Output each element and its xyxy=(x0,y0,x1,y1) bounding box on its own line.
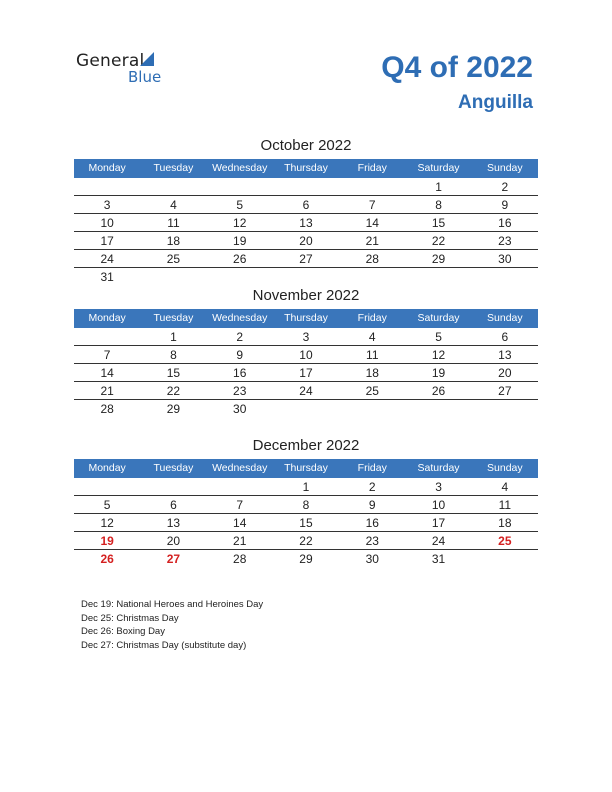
day-cell: 15 xyxy=(431,216,446,230)
weekday-label: Monday xyxy=(88,312,126,324)
week-row xyxy=(74,514,538,532)
weekday-header xyxy=(74,159,538,178)
logo-triangle-icon xyxy=(140,52,154,66)
day-cell: 18 xyxy=(365,366,379,380)
month-title: December 2022 xyxy=(252,437,360,454)
day-cell: 7 xyxy=(103,348,111,362)
week-row xyxy=(74,478,538,496)
logo-general-text: General xyxy=(76,51,145,71)
weekday-label: Monday xyxy=(88,462,126,474)
day-cell: 10 xyxy=(299,348,313,362)
day-cell: 31 xyxy=(431,552,446,566)
day-cell: 27 xyxy=(299,252,313,266)
day-cell: 15 xyxy=(166,366,181,380)
weekday-label: Wednesday xyxy=(212,462,268,474)
day-cell: 12 xyxy=(233,216,247,230)
week-row xyxy=(74,382,538,400)
empty-day-cell xyxy=(339,178,405,195)
weekday-label: Friday xyxy=(357,462,387,474)
weekday-label: Wednesday xyxy=(212,162,268,174)
day-cell: 23 xyxy=(233,384,247,398)
week-row xyxy=(74,268,538,285)
day-cell: 17 xyxy=(299,366,313,380)
day-cell: 13 xyxy=(498,348,512,362)
day-cell: 2 xyxy=(501,180,509,194)
day-cell: 24 xyxy=(299,384,313,398)
holiday-note: Dec 19: National Heroes and Heroines Day xyxy=(81,599,264,610)
empty-day-cell xyxy=(140,478,206,495)
week-row xyxy=(74,496,538,514)
empty-day-cell xyxy=(339,268,405,285)
day-cell: 21 xyxy=(365,234,379,248)
empty-day-cell xyxy=(472,550,538,567)
day-cell: 3 xyxy=(103,198,111,212)
empty-day-cell xyxy=(405,268,471,285)
day-cell: 23 xyxy=(498,234,512,248)
day-cell: 4 xyxy=(501,480,509,494)
week-row xyxy=(74,364,538,382)
weekday-label: Thursday xyxy=(284,162,328,174)
day-cell: 11 xyxy=(366,348,379,362)
day-cell: 26 xyxy=(431,384,446,398)
week-row xyxy=(74,196,538,214)
day-cell: 10 xyxy=(100,216,114,230)
day-cell: 1 xyxy=(170,330,177,344)
day-cell: 5 xyxy=(435,330,442,344)
day-cell: 28 xyxy=(365,252,379,266)
weekday-label: Tuesday xyxy=(153,312,194,324)
day-cell: 13 xyxy=(299,216,313,230)
empty-day-cell xyxy=(207,478,273,495)
day-cell: 14 xyxy=(233,516,247,530)
empty-day-cell xyxy=(273,400,339,417)
weekday-header xyxy=(74,459,538,478)
day-cell: 7 xyxy=(368,198,376,212)
day-cell: 3 xyxy=(435,480,442,494)
day-cell: 6 xyxy=(302,198,310,212)
day-cell: 28 xyxy=(233,552,247,566)
day-cell: 16 xyxy=(233,366,247,380)
day-cell: 10 xyxy=(431,498,446,512)
weekday-label: Monday xyxy=(88,162,126,174)
empty-day-cell xyxy=(140,268,206,285)
day-cell: 30 xyxy=(233,402,247,416)
day-cell: 24 xyxy=(100,252,114,266)
day-cell: 27 xyxy=(498,384,512,398)
day-cell: 30 xyxy=(498,252,512,266)
day-cell: 21 xyxy=(100,384,114,398)
day-cell: 20 xyxy=(299,234,313,248)
day-cell: 4 xyxy=(368,330,376,344)
day-cell: 16 xyxy=(498,216,512,230)
page-title: Q4 of 2022 xyxy=(381,51,533,84)
day-cell: 2 xyxy=(236,330,244,344)
day-cell: 17 xyxy=(431,516,446,530)
week-row xyxy=(74,532,538,550)
weekday-label: Saturday xyxy=(417,462,460,474)
empty-day-cell xyxy=(74,328,140,345)
day-cell: 9 xyxy=(236,348,244,362)
empty-day-cell xyxy=(472,268,538,285)
week-row xyxy=(74,550,538,567)
day-cell: 16 xyxy=(365,516,379,530)
day-cell: 20 xyxy=(498,366,512,380)
empty-day-cell xyxy=(74,178,140,195)
day-cell: 18 xyxy=(166,234,181,248)
day-cell: 14 xyxy=(365,216,379,230)
week-row xyxy=(74,178,538,196)
day-cell: 29 xyxy=(431,252,446,266)
week-row xyxy=(74,250,538,268)
day-cell: 25 xyxy=(365,384,379,398)
day-cell: 5 xyxy=(103,498,111,512)
day-cell: 28 xyxy=(100,402,114,416)
week-row xyxy=(74,400,538,417)
day-cell: 23 xyxy=(365,534,379,548)
day-cell: 1 xyxy=(435,180,442,194)
weekday-label: Friday xyxy=(357,312,387,324)
day-cell: 18 xyxy=(498,516,512,530)
day-cell: 25 xyxy=(498,534,512,548)
day-cell: 6 xyxy=(170,498,177,512)
day-cell: 21 xyxy=(233,534,247,548)
day-cell: 11 xyxy=(167,216,180,230)
day-cell: 8 xyxy=(435,198,442,212)
week-row xyxy=(74,346,538,364)
day-cell: 7 xyxy=(236,498,244,512)
weekday-label: Saturday xyxy=(417,312,460,324)
day-cell: 5 xyxy=(236,198,244,212)
day-cell: 4 xyxy=(170,198,177,212)
day-cell: 22 xyxy=(166,384,181,398)
weekday-label: Tuesday xyxy=(153,462,194,474)
day-cell: 12 xyxy=(431,348,446,362)
day-cell: 1 xyxy=(302,480,310,494)
week-row xyxy=(74,232,538,250)
empty-day-cell xyxy=(339,400,405,417)
weekday-label: Thursday xyxy=(284,462,328,474)
holiday-note: Dec 25: Christmas Day xyxy=(81,612,179,624)
day-cell: 2 xyxy=(368,480,376,494)
day-cell: 22 xyxy=(431,234,446,248)
empty-day-cell xyxy=(273,178,339,195)
empty-day-cell xyxy=(472,400,538,417)
empty-day-cell xyxy=(207,178,273,195)
month-title: November 2022 xyxy=(252,287,360,304)
weekday-header xyxy=(74,309,538,328)
holiday-notes xyxy=(81,598,263,652)
logo xyxy=(76,51,162,86)
day-cell: 9 xyxy=(501,198,509,212)
week-row xyxy=(74,214,538,232)
empty-day-cell xyxy=(74,478,140,495)
day-cell: 26 xyxy=(100,552,114,566)
day-cell: 12 xyxy=(100,516,114,530)
weekday-label: Thursday xyxy=(284,312,328,324)
month-calendar xyxy=(74,137,538,285)
day-cell: 14 xyxy=(100,366,114,380)
day-cell: 19 xyxy=(100,534,114,548)
empty-day-cell xyxy=(140,178,206,195)
month-calendar xyxy=(74,437,538,567)
day-cell: 8 xyxy=(170,348,177,362)
day-cell: 31 xyxy=(100,270,114,284)
weekday-label: Sunday xyxy=(487,462,523,474)
day-cell: 22 xyxy=(299,534,313,548)
logo-blue-text: Blue xyxy=(128,68,162,86)
holiday-note: Dec 27: Christmas Day (substitute day) xyxy=(81,639,247,651)
day-cell: 19 xyxy=(431,366,446,380)
weekday-label: Sunday xyxy=(487,312,523,324)
empty-day-cell xyxy=(273,268,339,285)
day-cell: 29 xyxy=(299,552,313,566)
month-calendar xyxy=(74,287,538,417)
day-cell: 19 xyxy=(233,234,247,248)
day-cell: 26 xyxy=(233,252,247,266)
day-cell: 24 xyxy=(431,534,446,548)
day-cell: 13 xyxy=(166,516,181,530)
day-cell: 17 xyxy=(100,234,114,248)
page-subtitle: Anguilla xyxy=(458,92,533,113)
day-cell: 29 xyxy=(166,402,181,416)
day-cell: 27 xyxy=(166,552,181,566)
day-cell: 20 xyxy=(166,534,181,548)
day-cell: 9 xyxy=(368,498,376,512)
day-cell: 25 xyxy=(166,252,181,266)
day-cell: 11 xyxy=(498,498,512,512)
day-cell: 15 xyxy=(299,516,313,530)
weekday-label: Friday xyxy=(357,162,387,174)
weekday-label: Saturday xyxy=(417,162,460,174)
day-cell: 6 xyxy=(501,330,509,344)
day-cell: 8 xyxy=(302,498,310,512)
empty-day-cell xyxy=(207,268,273,285)
weekday-label: Sunday xyxy=(487,162,523,174)
holiday-note: Dec 26: Boxing Day xyxy=(81,626,165,637)
weekday-label: Wednesday xyxy=(212,312,268,324)
week-row xyxy=(74,328,538,346)
empty-day-cell xyxy=(405,400,471,417)
day-cell: 30 xyxy=(365,552,379,566)
month-title: October 2022 xyxy=(260,137,352,154)
day-cell: 3 xyxy=(302,330,310,344)
weekday-label: Tuesday xyxy=(153,162,194,174)
